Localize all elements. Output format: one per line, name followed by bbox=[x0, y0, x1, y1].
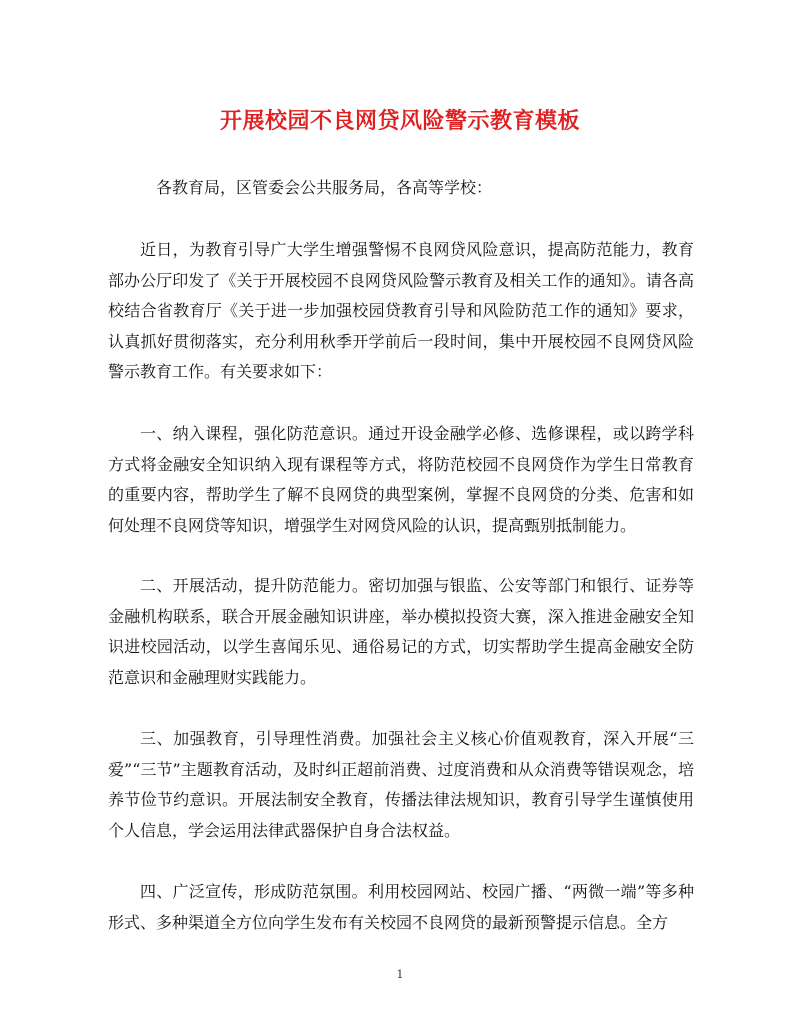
paragraph-block-1 bbox=[108, 235, 694, 388]
document-title: 开展校园不良网贷风险警示教育模板 bbox=[219, 108, 580, 134]
paragraph-section-3: 三、加强教育，引导理性消费。加强社会主义核心价值观教育，深入开展“三爱”“三节”主题教育活动，及时纠正超前消费、过度消费和从众消费等错误观念，培养节俭节约意识。开展法制安全教育，传播法律法规知识，教育引导学生谨慎使用个人信息，学会运用法律武器保护自身合法权益。 bbox=[108, 729, 694, 840]
paragraph-block-3 bbox=[108, 571, 694, 693]
paragraph-intro: 近日，为教育引导广大学生增强警惕不良网贷风险意识，提高防范能力，教育部办公厅印发了《关于开展校园不良网贷风险警示教育及相关工作的通知》。请各高校结合省教育厅《关于进一步加强校园贷教育引导和风险防范工作的通知》要求，认真抓好贯彻落实，充分利用秋季开学前后一段时间，集中开展校园不良网贷风险警示教育工作。有关要求如下： bbox=[108, 240, 694, 381]
salutation-block bbox=[108, 173, 694, 204]
paragraph-section-2: 二、开展活动，提升防范能力。密切加强与银监、公安等部门和银行、证券等金融机构联系，联合开展金融知识讲座，举办模拟投资大赛，深入推进金融安全知识进校园活动，以学生喜闻乐见、通俗易记的方式，切实帮助学生提高金融安全防范意识和金融理财实践能力。 bbox=[108, 576, 694, 687]
page-number: 1 bbox=[396, 968, 404, 981]
paragraph-block-4 bbox=[108, 724, 694, 846]
paragraph-section-1: 一、纳入课程，强化防范意识。通过开设金融学必修、选修课程，或以跨学科方式将金融安全知识纳入现有课程等方式，将防范校园不良网贷作为学生日常教育的重要内容，帮助学生了解不良网贷的典型案例，掌握不良网贷的分类、危害和如何处理不良网贷等知识，增强学生对网贷风险的认识，提高甄别抵制能力。 bbox=[108, 424, 694, 535]
paragraph-section-4: 四、广泛宣传，形成防范氛围。利用校园网站、校园广播、“两微一端”等多种形式、多种渠道全方位向学生发布有关校园不良网贷的最新预警提示信息。全方 bbox=[108, 882, 694, 932]
paragraph-block-5 bbox=[108, 877, 694, 938]
paragraph-block-2 bbox=[108, 419, 694, 541]
salutation-text: 各教育局，区管委会公共服务局，各高等学校： bbox=[156, 178, 493, 197]
